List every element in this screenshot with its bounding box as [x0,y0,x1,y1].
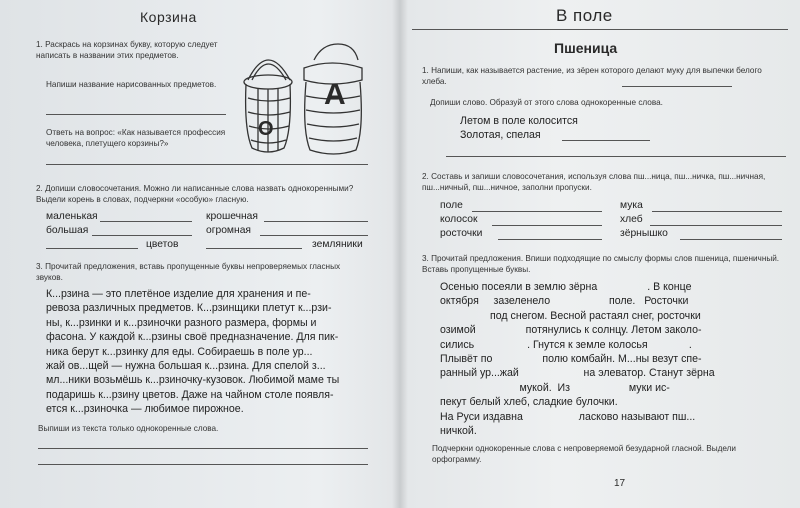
word-kolosok: колосок [440,214,478,225]
word-bolshaya: большая [46,225,89,236]
exercise-3-text: 3. Прочитай предложения, вставь пропущенные буквы непроверяемых гласных звуков. [36,262,341,282]
passage-line: ревоза различных предметов. К...рзинщики плетут к...рзи- [46,302,332,315]
answer-line [652,211,782,212]
exercise-3-passage [440,280,790,438]
right-page [402,0,800,508]
exercise-1-text: 1. Раскрась на корзинах букву, которую следует написать в названии этих предметов. [36,40,218,60]
baskets-illustration [238,40,368,160]
passage-line: К...рзина — это плетёное изделие для хранения и пе- [46,288,311,300]
passage-line: мл...ники возьмёшь к...рзиночку-кузовок. Любимой маме ты [46,374,340,387]
left-page [0,0,398,508]
exercise-3-passage [46,287,368,417]
exercise-3-task: Выпиши из текста только однокоренные слова. [38,424,219,433]
answer-line [562,140,650,141]
answer-line [46,114,226,115]
answer-line [92,235,192,236]
word-pole: поле [440,200,463,211]
passage-line: ранный ур...жай на элеватор. Станут зёрна [440,367,715,380]
answer-line [492,225,602,226]
letter-a-on-basket: А [324,78,346,111]
right-page-title: В поле [556,6,613,25]
exercise-1-task: Допиши слово. Образуй от этого слова однокоренные слова. [430,98,663,107]
passage-line: октября зазеленело поле. Росточки [440,295,689,308]
right-page-subtitle: Пшеница [554,40,618,56]
answer-line [38,448,368,449]
answer-line [206,248,302,249]
passage-line: Плывёт по полю комбайн. М...ны везут спе- [440,353,702,366]
word-rostochki: росточки [440,228,483,239]
passage-line: На Руси издавна ласково называют пш... [440,410,696,423]
passage-line: жай ов...щей — нужна большая к...рзина. Для спелой з... [46,360,326,373]
answer-line [260,235,368,236]
answer-line [650,225,782,226]
passage-line: пекут белый хлеб, сладкие булочки. [440,396,618,409]
answer-line [472,211,602,212]
word-zernyshko: зёрнышко [620,228,668,239]
exercise-3-task: Подчеркни однокоренные слова с непроверяемой безударной гласной. Выдели орфограмму. [432,444,736,464]
exercise-1-question-names: Напиши название нарисованных предметов. [46,80,217,89]
answer-line [38,464,368,465]
page-number: 17 [614,478,626,489]
answer-line [100,221,192,222]
passage-line: Осенью посеяли в землю зёрна . В конце [440,281,692,293]
word-khleb: хлеб [620,214,643,225]
word-muka: мука [620,200,643,211]
word-ogromnaya: огромная [206,225,252,236]
passage-line: сились . Гнутся к земле колосья . [440,338,692,351]
riddle-line-2: Золотая, спелая [460,129,541,141]
word-kroshechnaya: крошечная [206,211,258,222]
answer-line [46,248,138,249]
riddle-line-1: Летом в поле колосится [460,115,578,127]
exercise-1-text: 1. Напиши, как называется растение, из зёрен которого делают муку для выпечки белого хлеба. [422,66,762,86]
word-tsvetov: цветов [146,239,179,250]
passage-line: ны, к...рзинки и к...рзиночки разного размера, формы и [46,316,317,329]
exercise-3-text: 3. Прочитай предложения. Впиши подходящие по смыслу формы слов пшеница, пшеничный. Вставь пропущенные буквы. [422,254,780,274]
answer-line [264,221,368,222]
passage-line: под снегом. Весной растаял снег, росточки [440,309,701,322]
answer-line [46,164,368,165]
passage-line: мукой. Из муки ис- [440,381,670,394]
word-zemlyaniki: земляники [312,239,363,250]
passage-line: ничкой. [440,425,477,438]
answer-line [498,239,602,240]
exercise-1-question-profession: Ответь на вопрос: «Как называется профессия человека, плетущего корзины?» [46,128,226,148]
answer-line [680,239,782,240]
exercise-2-text: 2. Составь и запиши словосочетания, используя слова пш...ница, пш...ничка, пш...ничная, пш...ничный, пш...ничное, заполни пропуски. [422,172,766,192]
passage-line: ется к...рзиночка — любимое пирожное. [46,403,244,416]
title-rule [412,29,788,30]
passage-line: фасона. У каждой к...рзины своё предназначение. Для пик- [46,331,339,344]
word-malenkaya: маленькая [46,211,98,222]
passage-line: ника берут к...рзинку для еды. Собираешь в поле ур... [46,345,313,358]
passage-line: озимой потянулись к солнцу. Летом заколо- [440,324,702,337]
letter-o-on-basket: О [258,118,274,140]
exercise-2-text: 2. Допиши словосочетания. Можно ли написанные слова назвать однокоренными? Выдели корень в словах, подчеркни «особую» гласную. [36,184,354,204]
answer-line [622,86,732,87]
answer-line [446,156,786,157]
left-page-title: Корзина [140,9,197,25]
passage-line: подаришь к...рзину цветов. Даже на чайном столе появля- [46,388,334,401]
